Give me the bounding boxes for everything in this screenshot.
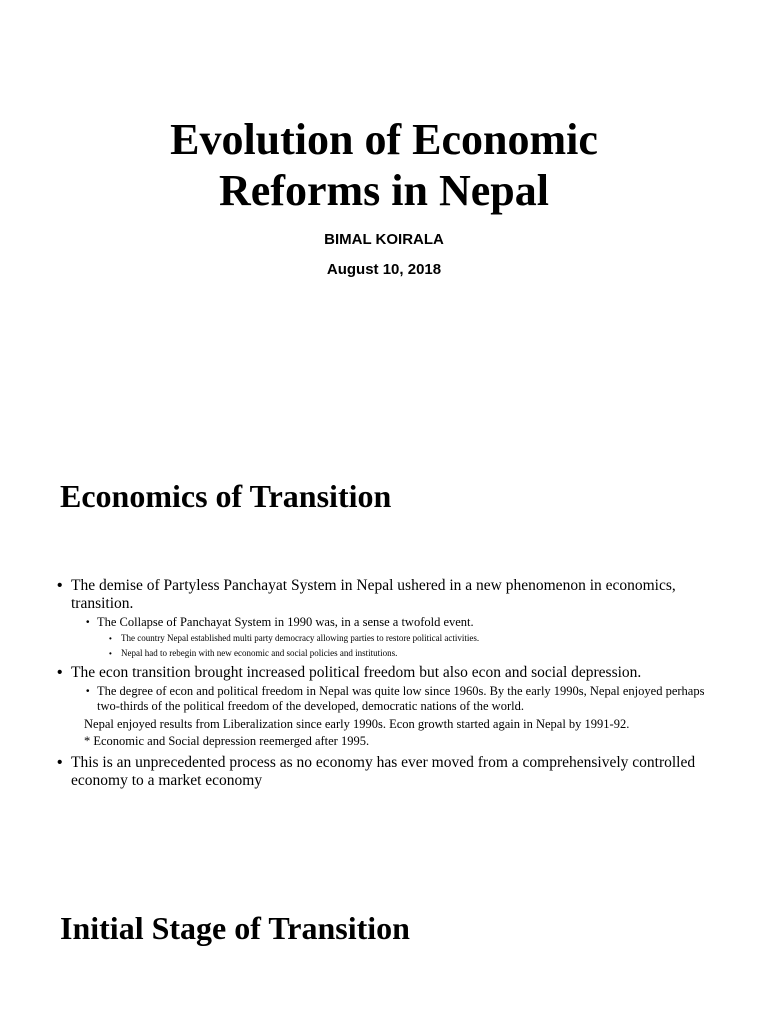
author-name: BIMAL KOIRALA [324, 231, 444, 248]
title-line-1: Evolution of Economic [170, 115, 598, 164]
bullet-level-1: • This is an unprecedented process as no economy has ever moved from a comprehensively controlled economy to a market economy [0, 754, 768, 790]
presentation-date: August 10, 2018 [326, 261, 442, 278]
slide-title [0, 114, 768, 216]
body-text: Nepal enjoyed results from Liberalization since early 1990s. Econ growth started again in Nepal by 1991-92. [84, 717, 630, 731]
bullet-level-3: • The country Nepal established multi party democracy allowing parties to restore political activities. [0, 632, 768, 645]
bullet-level-1: • The econ transition brought increased political freedom but also econ and social depression. [0, 664, 768, 682]
bullet-level-1: • The demise of Partyless Panchayat System in Nepal ushered in a new phenomenon in economics, transition. [0, 577, 768, 613]
title-line-2: Reforms in Nepal [219, 166, 549, 215]
slide-heading: Initial Stage of Transition [60, 910, 410, 946]
bullet-level-2: • The Collapse of Panchayat System in 1990 was, in a sense a twofold event. [0, 615, 768, 630]
bullet-list [0, 577, 768, 790]
bullet-level-3: • Nepal had to rebegin with new economic and social policies and institutions. [0, 647, 768, 660]
bullet-level-2: • The degree of econ and political freedom in Nepal was quite low since 1960s. By the early 1990s, Nepal enjoyed perhaps two-thirds of the political freedom of the developed, democratic nations of the world. [0, 684, 768, 714]
slide-heading: Economics of Transition [60, 478, 392, 514]
body-text: * Economic and Social depression reemerged after 1995. [84, 734, 370, 748]
